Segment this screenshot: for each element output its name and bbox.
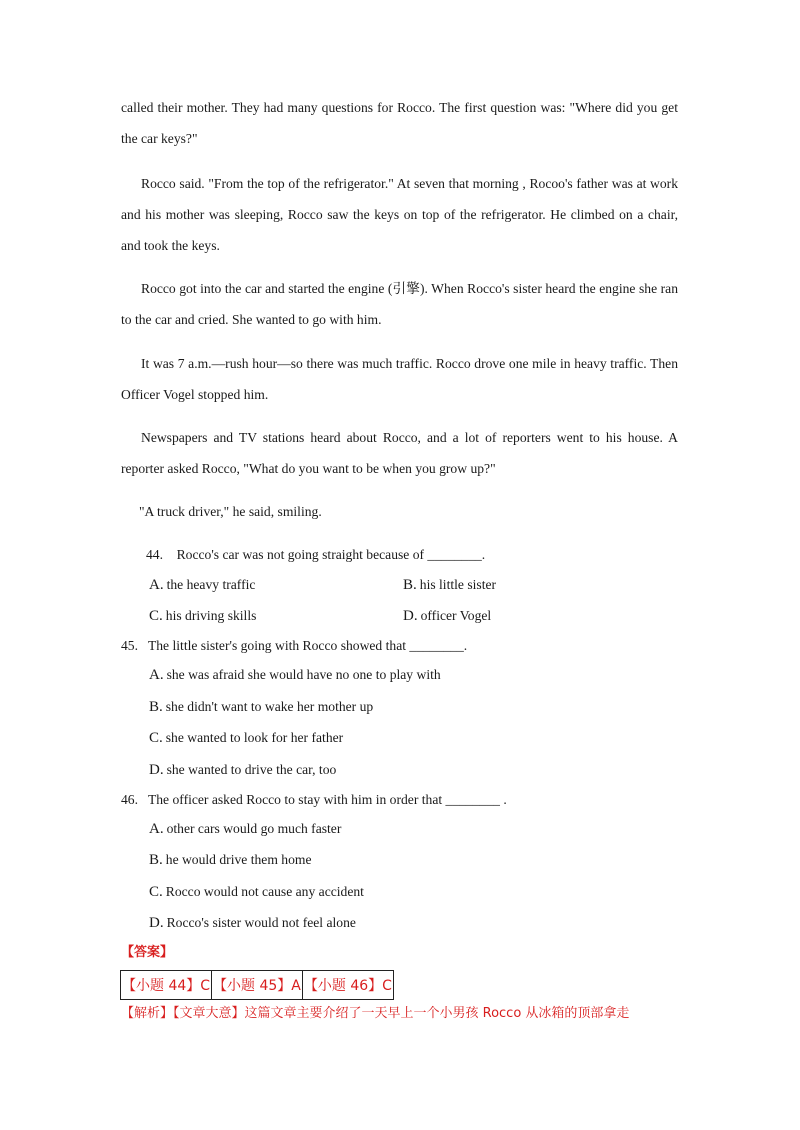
answer-cell-44: 【小题 44】C bbox=[121, 971, 212, 1000]
passage-paragraph-6: "A truck driver," he said, smiling. bbox=[139, 504, 322, 519]
q46-option-c[interactable] bbox=[149, 882, 364, 902]
option-letter: C. bbox=[149, 730, 163, 746]
option-text: she wanted to drive the car, too bbox=[166, 762, 337, 777]
question-45 bbox=[121, 636, 467, 656]
option-letter: A. bbox=[149, 577, 164, 593]
option-letter: B. bbox=[149, 852, 163, 868]
option-text: she didn't want to wake her mother up bbox=[165, 699, 374, 714]
passage-paragraph-2: Rocco said. "From the top of the refrigerator." At seven that morning , Rocoo's father was at work and his mother was sleeping, Rocco saw the keys on top of the refrigerator. He climbed on a chair, and took the keys. bbox=[121, 176, 678, 253]
option-letter: A. bbox=[149, 821, 164, 837]
q44-option-b[interactable] bbox=[403, 575, 496, 595]
answer-label: 【答案】 bbox=[121, 945, 174, 960]
option-text: Rocco's sister would not feel alone bbox=[166, 915, 356, 930]
q44-option-c[interactable] bbox=[149, 606, 256, 626]
q45-option-c[interactable] bbox=[149, 728, 343, 748]
option-text: his little sister bbox=[419, 577, 497, 592]
question-stem: The officer asked Rocco to stay with him in order that ________ . bbox=[147, 792, 507, 807]
question-stem: Rocco's car was not going straight because of ________. bbox=[176, 547, 486, 562]
option-text: his driving skills bbox=[165, 608, 257, 623]
option-letter: B. bbox=[149, 699, 163, 715]
option-letter: C. bbox=[149, 884, 163, 900]
q46-option-a[interactable] bbox=[149, 819, 341, 839]
q44-option-a[interactable] bbox=[149, 575, 255, 595]
q45-option-a[interactable] bbox=[149, 665, 441, 685]
q46-option-d[interactable] bbox=[149, 913, 356, 933]
option-letter: D. bbox=[149, 915, 164, 931]
passage-paragraph-1: called their mother. They had many questions for Rocco. The first question was: "Where did you get the car keys?" bbox=[121, 100, 678, 146]
table-row bbox=[121, 971, 394, 1000]
option-letter: C. bbox=[149, 608, 163, 624]
answer-table bbox=[120, 970, 394, 1000]
q45-option-d[interactable] bbox=[149, 760, 336, 780]
question-44 bbox=[146, 545, 485, 565]
option-text: she was afraid she would have no one to play with bbox=[166, 667, 441, 682]
question-number: 46. bbox=[121, 792, 138, 807]
option-letter: A. bbox=[149, 667, 164, 683]
option-text: he would drive them home bbox=[165, 852, 312, 867]
q46-option-b[interactable] bbox=[149, 850, 312, 870]
passage-paragraph-5: Newspapers and TV stations heard about Rocco, and a lot of reporters went to his house. A reporter asked Rocco, "What do you want to be when you grow up?" bbox=[121, 430, 678, 476]
option-text: other cars would go much faster bbox=[166, 821, 342, 836]
answer-cell-46: 【小题 46】C bbox=[302, 971, 393, 1000]
option-letter: D. bbox=[403, 608, 418, 624]
passage-paragraph-3: Rocco got into the car and started the engine (引擎). When Rocco's sister heard the engine she ran to the car and cried. She wanted to go with him. bbox=[121, 281, 678, 327]
passage-paragraph-4: It was 7 a.m.—rush hour—so there was much traffic. Rocco drove one mile in heavy traffic. Then Officer Vogel stopped him. bbox=[121, 356, 678, 402]
question-46 bbox=[121, 790, 507, 810]
question-stem: The little sister's going with Rocco showed that ________. bbox=[147, 638, 468, 653]
option-letter: D. bbox=[149, 762, 164, 778]
question-number: 44. bbox=[146, 547, 163, 562]
q44-option-d[interactable] bbox=[403, 606, 491, 626]
option-text: Rocco would not cause any accident bbox=[165, 884, 364, 899]
question-number: 45. bbox=[121, 638, 138, 653]
analysis-text: 【解析】【文章大意】这篇文章主要介绍了一天早上一个小男孩 Rocco 从冰箱的顶部拿走 bbox=[121, 1006, 630, 1021]
answer-cell-45: 【小题 45】A bbox=[212, 971, 303, 1000]
option-letter: B. bbox=[403, 577, 417, 593]
option-text: the heavy traffic bbox=[166, 577, 256, 592]
option-text: she wanted to look for her father bbox=[165, 730, 344, 745]
q45-option-b[interactable] bbox=[149, 697, 373, 717]
option-text: officer Vogel bbox=[420, 608, 492, 623]
